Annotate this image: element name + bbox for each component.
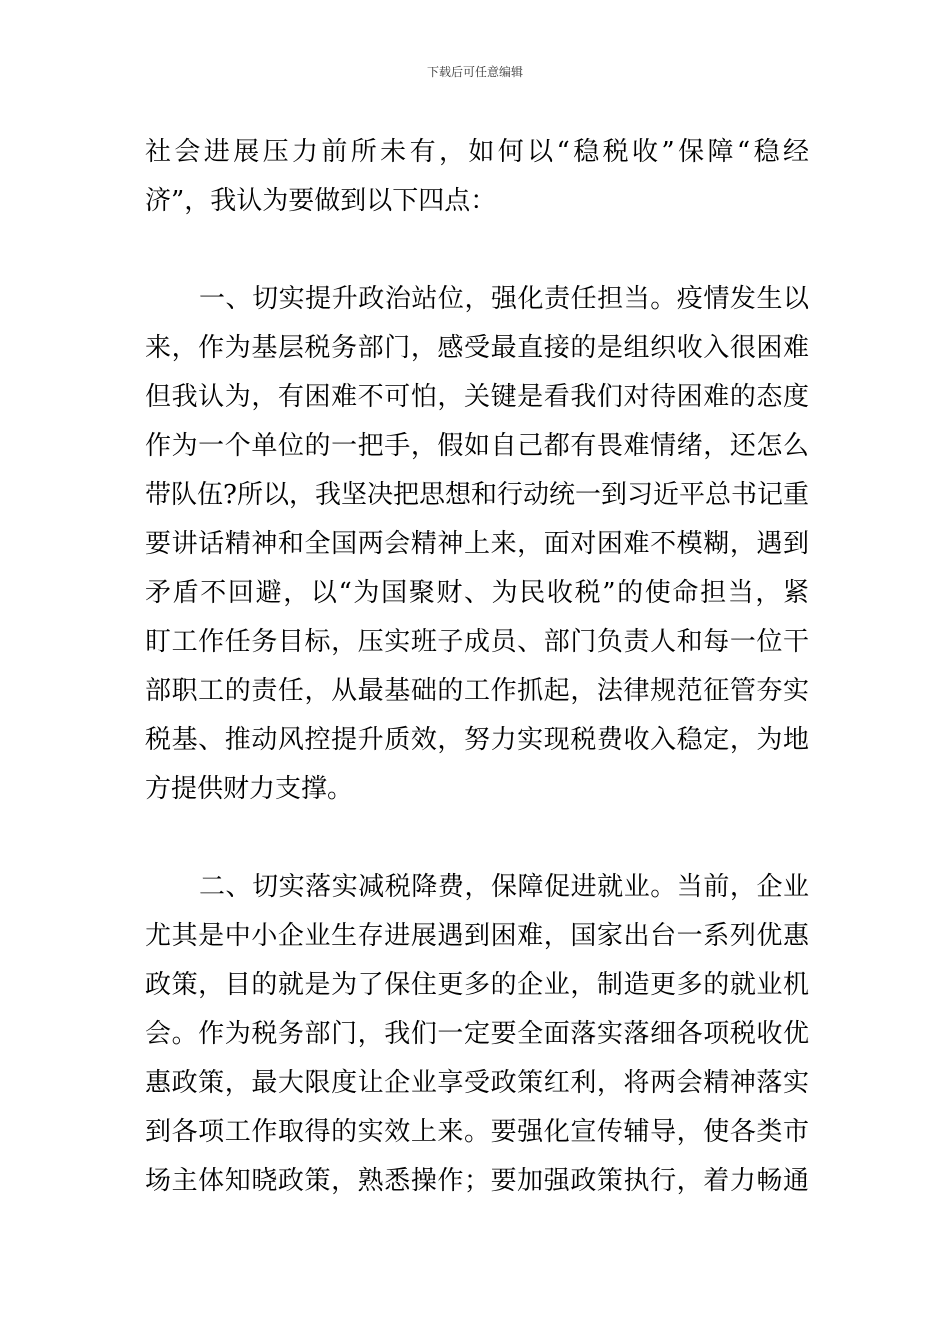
text-line: 作为一个单位的一把手，假如自己都有畏难情绪，还怎么: [145, 431, 809, 461]
text-line: 部职工的责任，从最基础的工作抓起，法律规范征管夯实: [145, 676, 809, 706]
text-line: 税基、推动风控提升质效，努力实现税费收入稳定，为地: [145, 725, 809, 755]
text-line: 尤其是中小企业生存进展遇到困难，国家出台一系列优惠: [145, 921, 809, 951]
text-line: 济”，我认为要做到以下四点：: [145, 186, 497, 216]
text-line: 社会进展压力前所未有，如何以“稳税收”保障“稳经: [145, 137, 809, 167]
text-line: 惠政策，最大限度让企业享受政策红利，将两会精神落实: [145, 1068, 809, 1098]
paragraph-intro: [145, 128, 809, 226]
text-line: 带队伍?所以，我坚决把思想和行动统一到习近平总书记重: [145, 480, 809, 510]
text-line: 政策，目的就是为了保住更多的企业，制造更多的就业机: [145, 970, 809, 1000]
text-line: 方提供财力支撑。: [145, 774, 354, 804]
text-line: 一、切实提升政治站位，强化责任担当。疫情发生以: [199, 284, 809, 314]
text-line: 要讲话精神和全国两会精神上来，面对困难不模糊，遇到: [145, 529, 809, 559]
page-header: 下载后可任意编辑: [426, 65, 523, 79]
paragraph-point-one: [145, 275, 809, 814]
text-line: 会。作为税务部门，我们一定要全面落实落细各项税收优: [145, 1019, 809, 1049]
paragraph-gap: [145, 226, 809, 275]
text-line: 到各项工作取得的实效上来。要强化宣传辅导，使各类市: [145, 1117, 809, 1147]
text-line: 场主体知晓政策，熟悉操作；要加强政策执行，着力畅通: [145, 1166, 809, 1196]
text-line: 来，作为基层税务部门，感受最直接的是组织收入很困难: [145, 333, 809, 363]
text-line: 盯工作任务目标，压实班子成员、部门负责人和每一位干: [145, 627, 809, 657]
text-line: 二、切实落实减税降费，保障促进就业。当前，企业: [199, 872, 809, 902]
document-body: [145, 128, 809, 1206]
text-line: 但我认为，有困难不可怕，关键是看我们对待困难的态度: [145, 382, 809, 412]
paragraph-point-two: [145, 863, 809, 1206]
paragraph-gap: [145, 814, 809, 863]
text-line: 矛盾不回避，以“为国聚财、为民收税”的使命担当，紧: [145, 578, 809, 608]
